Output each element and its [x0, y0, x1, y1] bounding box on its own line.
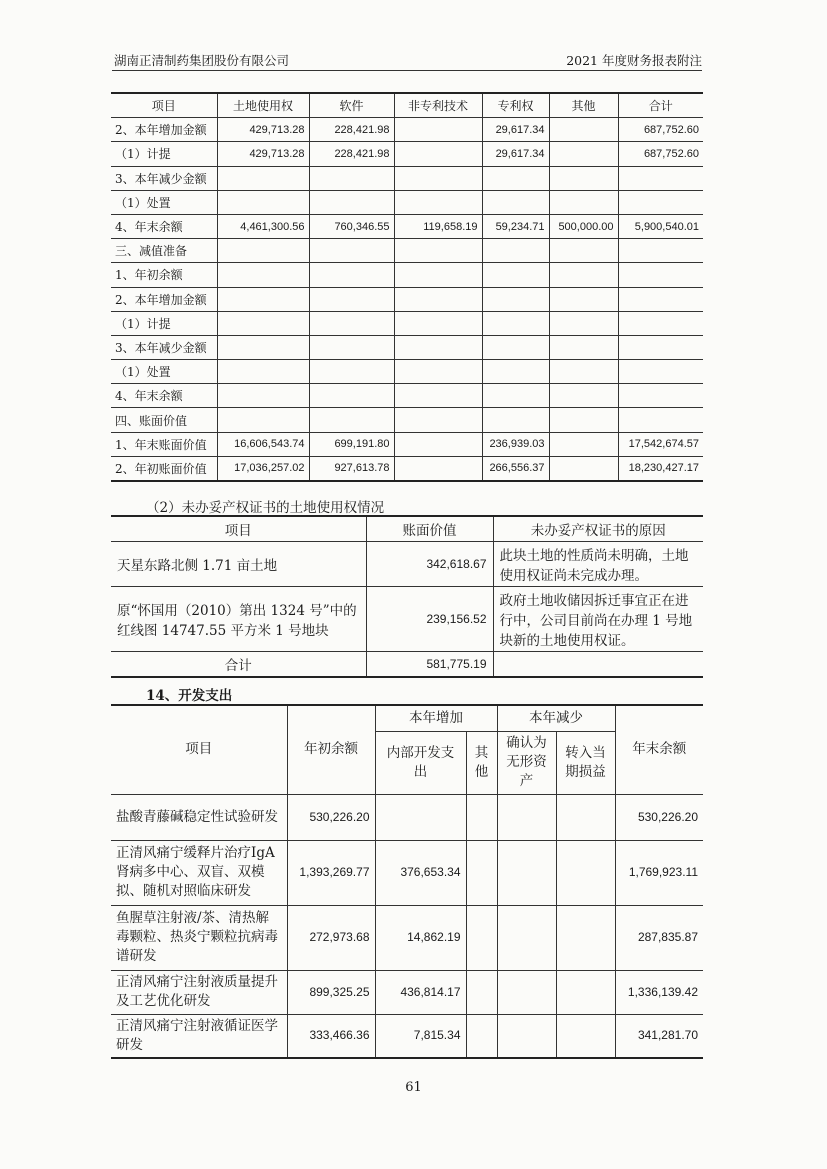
col-header: 软件	[309, 93, 394, 118]
table-cell: 59,234.71	[482, 214, 549, 238]
table-cell	[394, 118, 482, 142]
table-cell	[549, 190, 618, 214]
row-label: （1）计提	[111, 142, 217, 166]
end-balance: 341,281.70	[615, 1014, 703, 1058]
table-cell	[482, 408, 549, 432]
col-header-item: 项目	[111, 705, 287, 794]
table-cell	[618, 335, 703, 359]
col-header-other: 其他	[466, 731, 497, 794]
table-cell	[394, 263, 482, 287]
recognized-intangible	[497, 905, 556, 970]
table-cell	[309, 287, 394, 311]
table-cell: 17,036,257.02	[217, 456, 309, 481]
table-cell: 4,461,300.56	[217, 214, 309, 238]
table-row	[111, 118, 703, 142]
table-row	[111, 166, 703, 190]
development-expenditure-table	[111, 704, 703, 1059]
total-label: 合计	[111, 652, 366, 678]
internal-development	[375, 794, 466, 840]
col-header-end: 年末余额	[615, 705, 703, 794]
table-cell	[217, 287, 309, 311]
col-header: 项目	[111, 93, 217, 118]
table-row	[111, 239, 703, 263]
transfer-to-profit	[556, 1014, 615, 1058]
table-cell: 687,752.60	[618, 118, 703, 142]
table-row	[111, 335, 703, 359]
row-label: 2、年初账面价值	[111, 456, 217, 481]
page-number: 61	[405, 1080, 422, 1095]
table-cell	[309, 311, 394, 335]
other-increase	[466, 794, 497, 840]
begin-balance: 333,466.36	[287, 1014, 375, 1058]
other-increase	[466, 840, 497, 905]
col-header-reason: 未办妥产权证书的原因	[493, 516, 703, 542]
table-cell	[394, 335, 482, 359]
begin-balance: 1,393,269.77	[287, 840, 375, 905]
row-label: 正清风痛宁注射液循证医学研发	[111, 1014, 287, 1058]
table-cell	[309, 190, 394, 214]
table-cell: 429,713.28	[217, 118, 309, 142]
begin-balance: 272,973.68	[287, 905, 375, 970]
table-cell	[549, 166, 618, 190]
table-cell: 119,658.19	[394, 214, 482, 238]
section-2-title: （2）未办妥产权证书的土地使用权情况	[146, 500, 385, 516]
col-header: 其他	[549, 93, 618, 118]
table-row	[111, 840, 703, 905]
end-balance: 1,769,923.11	[615, 840, 703, 905]
table-row	[111, 970, 703, 1014]
table-cell: 16,606,543.74	[217, 432, 309, 456]
table-cell	[309, 166, 394, 190]
table-cell	[549, 456, 618, 481]
table-cell: 29,617.34	[482, 118, 549, 142]
transfer-to-profit	[556, 794, 615, 840]
row-label: （1）处置	[111, 190, 217, 214]
land-use-right-table	[111, 515, 703, 678]
row-label: 2、本年增加金额	[111, 118, 217, 142]
row-label: 鱼腥草注射液/茶、清热解毒颗粒、热炎宁颗粒抗病毒谱研发	[111, 905, 287, 970]
table-cell	[394, 384, 482, 408]
land-item: 原“怀国用（2010）第出 1324 号”中的红线图 14747.55 平方米 1 号地块	[111, 587, 366, 652]
row-label: 正清风痛宁缓释片治疗IgA肾病多中心、双盲、双模拟、随机对照临床研发	[111, 840, 287, 905]
table-cell	[549, 239, 618, 263]
recognized-intangible	[497, 970, 556, 1014]
col-header: 合计	[618, 93, 703, 118]
table-cell	[549, 287, 618, 311]
table-row	[111, 142, 703, 166]
page-header	[112, 48, 702, 71]
table-cell	[482, 263, 549, 287]
table-cell	[217, 239, 309, 263]
col-header-value: 账面价值	[366, 516, 493, 542]
other-increase	[466, 970, 497, 1014]
recognized-intangible	[497, 1014, 556, 1058]
row-label: 盐酸青藤碱稳定性试验研发	[111, 794, 287, 840]
col-header: 土地使用权	[217, 93, 309, 118]
table-cell	[309, 239, 394, 263]
table-cell	[394, 360, 482, 384]
table-cell	[309, 408, 394, 432]
table-cell	[618, 384, 703, 408]
row-label: （1）处置	[111, 360, 217, 384]
table-cell	[482, 239, 549, 263]
col-header-increase: 本年增加	[375, 705, 497, 731]
table-cell: 699,191.80	[309, 432, 394, 456]
report-title: 2021 年度财务报表附注	[566, 53, 702, 68]
table-row	[111, 456, 703, 481]
table-cell	[549, 432, 618, 456]
table-cell	[618, 311, 703, 335]
section-14-title: 14、开发支出	[146, 688, 233, 704]
internal-development: 14,862.19	[375, 905, 466, 970]
end-balance: 1,336,139.42	[615, 970, 703, 1014]
table-cell	[309, 335, 394, 359]
table-row	[111, 214, 703, 238]
table-cell	[482, 335, 549, 359]
table-cell	[618, 360, 703, 384]
internal-development: 436,814.17	[375, 970, 466, 1014]
table-cell	[394, 190, 482, 214]
table-cell: 18,230,427.17	[618, 456, 703, 481]
total-value: 581,775.19	[366, 652, 493, 678]
col-header-item: 项目	[111, 516, 366, 542]
table-cell: 17,542,674.57	[618, 432, 703, 456]
table-cell	[549, 263, 618, 287]
table-cell: 687,752.60	[618, 142, 703, 166]
table-cell	[217, 360, 309, 384]
table-cell	[217, 384, 309, 408]
row-label: 4、年末余额	[111, 214, 217, 238]
table-cell	[217, 311, 309, 335]
table-cell: 760,346.55	[309, 214, 394, 238]
row-label: （1）计提	[111, 311, 217, 335]
table-row	[111, 311, 703, 335]
table-cell	[217, 408, 309, 432]
table-cell	[217, 166, 309, 190]
col-header-decrease: 本年减少	[497, 705, 615, 731]
table-cell	[549, 335, 618, 359]
col-header-internal: 内部开发支出	[375, 731, 466, 794]
table-cell	[618, 239, 703, 263]
table-cell: 236,939.03	[482, 432, 549, 456]
transfer-to-profit	[556, 905, 615, 970]
transfer-to-profit	[556, 970, 615, 1014]
table-cell	[482, 360, 549, 384]
table-row	[111, 384, 703, 408]
col-header-recognized: 确认为无形资产	[497, 731, 556, 794]
col-header: 非专利技术	[394, 93, 482, 118]
table-cell	[394, 287, 482, 311]
other-increase	[466, 905, 497, 970]
table-row	[111, 432, 703, 456]
table-cell	[618, 408, 703, 432]
table-row	[111, 287, 703, 311]
row-label: 四、账面价值	[111, 408, 217, 432]
row-label: 1、年末账面价值	[111, 432, 217, 456]
table-row	[111, 190, 703, 214]
other-increase	[466, 1014, 497, 1058]
table-cell: 228,421.98	[309, 142, 394, 166]
end-balance: 530,226.20	[615, 794, 703, 840]
col-header-transfer: 转入当期损益	[556, 731, 615, 794]
table-row	[111, 1014, 703, 1058]
table-cell	[549, 311, 618, 335]
table-cell	[309, 384, 394, 408]
table-cell	[394, 239, 482, 263]
row-label: 2、本年增加金额	[111, 287, 217, 311]
table-cell	[217, 335, 309, 359]
recognized-intangible	[497, 840, 556, 905]
row-label: 三、减值准备	[111, 239, 217, 263]
table-cell: 927,613.78	[309, 456, 394, 481]
col-header: 专利权	[482, 93, 549, 118]
land-value: 342,618.67	[366, 542, 493, 587]
table-cell	[549, 118, 618, 142]
table-cell	[394, 432, 482, 456]
table-cell	[549, 384, 618, 408]
land-item: 天星东路北侧 1.71 亩土地	[111, 542, 366, 587]
table-cell	[549, 142, 618, 166]
row-label: 4、年末余额	[111, 384, 217, 408]
col-header-begin: 年初余额	[287, 705, 375, 794]
table-cell	[482, 287, 549, 311]
table-cell	[309, 263, 394, 287]
table-cell	[394, 456, 482, 481]
begin-balance: 530,226.20	[287, 794, 375, 840]
table-cell	[482, 384, 549, 408]
table-cell	[394, 142, 482, 166]
land-reason: 政府土地收储因拆迁事宜正在进行中，公司目前尚在办理 1 号地块新的土地使用权证。	[493, 587, 703, 652]
transfer-to-profit	[556, 840, 615, 905]
table-cell: 5,900,540.01	[618, 214, 703, 238]
table-cell: 429,713.28	[217, 142, 309, 166]
table-cell	[394, 408, 482, 432]
table-cell: 500,000.00	[549, 214, 618, 238]
table-cell: 266,556.37	[482, 456, 549, 481]
end-balance: 287,835.87	[615, 905, 703, 970]
begin-balance: 899,325.25	[287, 970, 375, 1014]
intangible-assets-table	[111, 92, 703, 482]
table-cell	[549, 360, 618, 384]
table-cell	[618, 190, 703, 214]
table-cell	[217, 190, 309, 214]
table-cell	[482, 190, 549, 214]
recognized-intangible	[497, 794, 556, 840]
table-row	[111, 263, 703, 287]
row-label: 3、本年减少金额	[111, 335, 217, 359]
land-value: 239,156.52	[366, 587, 493, 652]
table-row	[111, 794, 703, 840]
table-cell: 29,617.34	[482, 142, 549, 166]
table-cell	[394, 166, 482, 190]
table-cell: 228,421.98	[309, 118, 394, 142]
table-cell	[394, 311, 482, 335]
company-name: 湖南正清制药集团股份有限公司	[114, 53, 290, 68]
table-cell	[618, 263, 703, 287]
table-cell	[482, 311, 549, 335]
table-cell	[549, 408, 618, 432]
row-label: 正清风痛宁注射液质量提升及工艺优化研发	[111, 970, 287, 1014]
table-row	[111, 905, 703, 970]
row-label: 1、年初余额	[111, 263, 217, 287]
table-cell	[618, 166, 703, 190]
table-cell	[618, 287, 703, 311]
table-cell	[309, 360, 394, 384]
table-row	[111, 408, 703, 432]
internal-development: 376,653.34	[375, 840, 466, 905]
table-cell	[482, 166, 549, 190]
land-reason: 此块土地的性质尚未明确，土地使用权证尚未完成办理。	[493, 542, 703, 587]
internal-development: 7,815.34	[375, 1014, 466, 1058]
table-cell	[217, 263, 309, 287]
table-row	[111, 360, 703, 384]
row-label: 3、本年减少金额	[111, 166, 217, 190]
